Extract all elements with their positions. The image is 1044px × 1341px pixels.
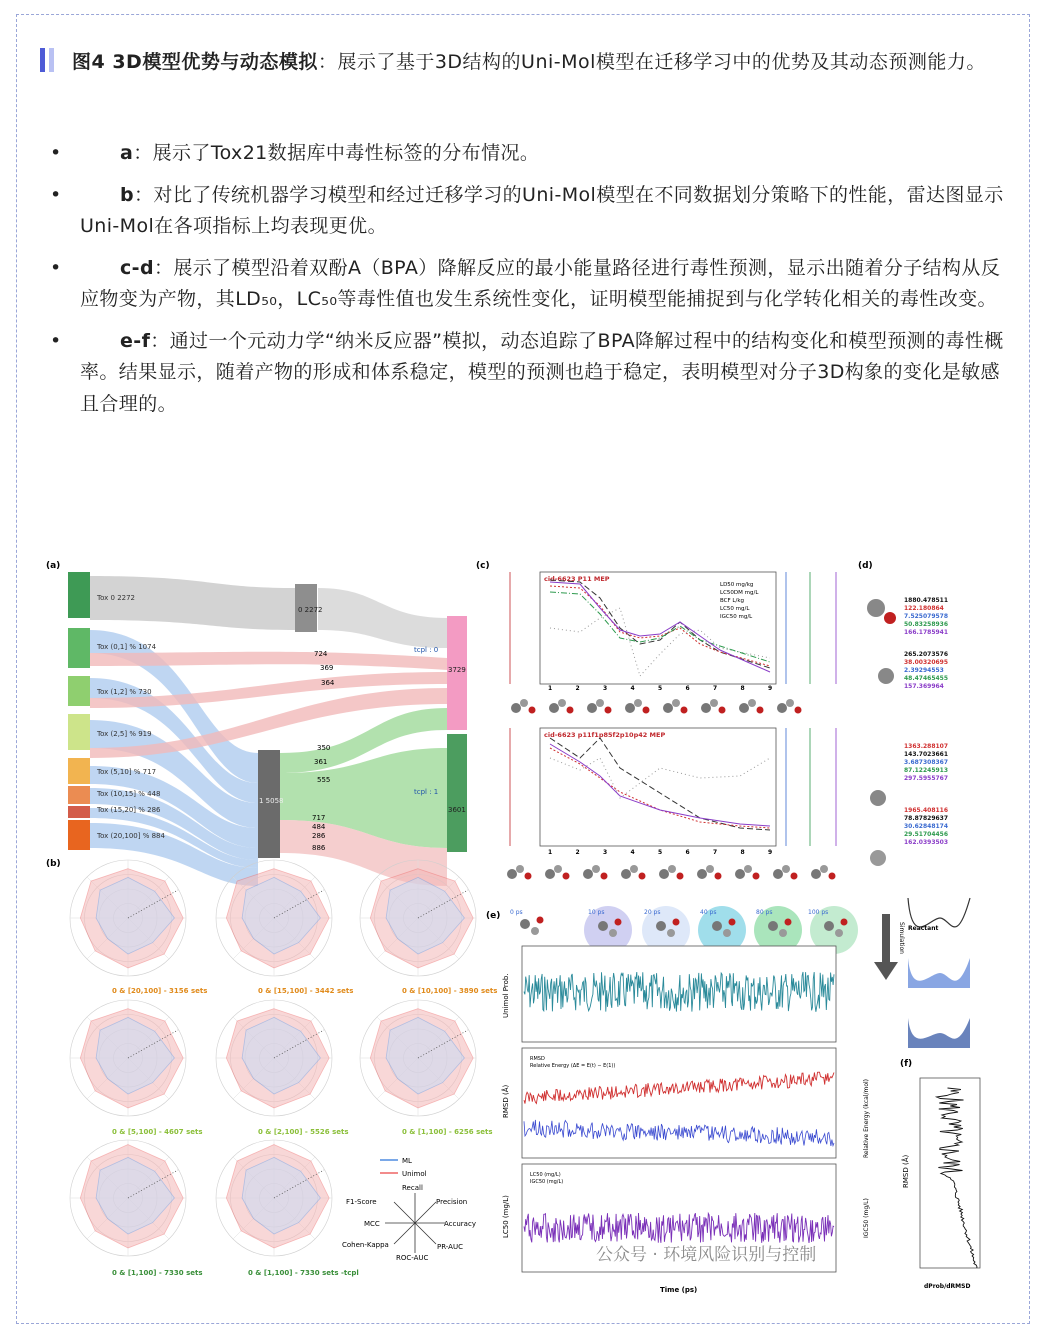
molecule-atom (729, 919, 736, 926)
molecule-atom (567, 707, 574, 714)
tox-value: 1880.478511 (904, 597, 949, 604)
molecule-atom (768, 921, 778, 931)
sankey-flow-number: 724 (314, 650, 328, 658)
heading-title: 图4 3D模型优势与动态模拟 (72, 51, 318, 73)
molecule-atom (878, 668, 894, 684)
bullet-dot: • (50, 142, 62, 164)
bullet-text: ：对比了传统机器学习模型和经过迁移学习的Uni-Mol模型在不同数据划分策略下的性能，雷达图显示Uni-Mol在各项指标上均表现更优。 (80, 183, 1004, 237)
molecule-atom (706, 865, 714, 873)
molecule-atom (739, 703, 749, 713)
molecule-atom (634, 699, 642, 707)
molecule-atom (621, 869, 631, 879)
sankey-mid-label: 1 5058 (259, 797, 284, 805)
time-label: 0 ps (510, 909, 523, 916)
molecule-atom (531, 927, 539, 935)
radar-caption: 0 & [1,100] - 7330 sets -tcpl (248, 1269, 359, 1277)
metric-label: ROC-AUC (396, 1254, 429, 1262)
x-tick-label: 9 (768, 849, 773, 856)
molecule-atom (601, 873, 608, 880)
chart-title: cid-6623 p11f1p85f2p10p42 MEP (544, 731, 666, 739)
panel-f-rmsd (900, 1059, 980, 1290)
x-tick-label: 2 (575, 849, 580, 856)
x-tick-label: 1 (548, 685, 553, 692)
bullet-text: ：通过一个元动力学“纳米反应器”模拟，动态追踪了BPA降解过程中的结构变化和模型预测的毒性概率。结果显示，随着产物的形成和体系稳定，模型的预测也趋于稳定，表明模型对分子3D构象的变化是敏感且合理的。 (80, 329, 1004, 415)
molecule-atom (525, 873, 532, 880)
composite-figure (40, 548, 1000, 1308)
sankey-flow-number: 717 (312, 814, 326, 822)
metric-label: Precision (436, 1198, 468, 1206)
x-tick-label: 8 (740, 685, 745, 692)
molecule-atom (605, 707, 612, 714)
list-item (44, 326, 1010, 421)
energy-well (908, 1018, 970, 1048)
chart-legend: LC50 (mg/L) (530, 1172, 561, 1178)
molecule-atom (681, 707, 688, 714)
molecule-atom (643, 707, 650, 714)
sankey-node (68, 786, 90, 804)
chart-legend: LC50DM mg/L (720, 590, 759, 596)
chart-legend: BCF L/kg (720, 598, 745, 604)
list-item (44, 180, 1010, 243)
tox-value: 48.47465455 (904, 675, 949, 682)
molecule-atom (549, 703, 559, 713)
sankey-flow (90, 576, 295, 630)
metric-label: Recall (402, 1184, 423, 1192)
molecule-atom (587, 703, 597, 713)
y-axis-label: Unimol Prob. (502, 973, 510, 1018)
metric-label: F1-Score (346, 1198, 377, 1206)
sankey-flow-number: 286 (312, 832, 326, 840)
sankey-flow-number: 361 (314, 758, 328, 766)
metric-label: Cohen-Kappa (342, 1241, 389, 1249)
sankey-left-label: Tox 0 2272 (97, 594, 136, 602)
time-label: 40 ps (700, 909, 717, 916)
tox-value: 265.2073576 (904, 651, 949, 658)
panel-a-label: (a) (46, 561, 61, 571)
molecule-atom (630, 865, 638, 873)
bullet-text: ：展示了模型沿着双酚A（BPA）降解反应的最小能量路径进行毒性预测，显示出随着分子结构从反应物变为产物，其LD₅₀，LC₅₀等毒性值也发生系统性变化，证明模型能捕捉到与化学转化相关的毒性改变。 (80, 256, 1001, 310)
molecule-atom (867, 599, 885, 617)
panel-f-label: (f) (900, 1059, 913, 1069)
time-label: 100 ps (808, 909, 829, 916)
tox-value: 166.1785941 (904, 629, 949, 636)
panel-d-label: (d) (858, 561, 873, 571)
molecule-atom (841, 919, 848, 926)
sankey-node (68, 714, 90, 750)
panel-e-label: (e) (486, 911, 501, 921)
y-axis-label: LC50 (mg/L) (502, 1195, 510, 1238)
sankey-left-label: Tox (2,5] % 919 (97, 730, 152, 738)
molecule-atom (677, 873, 684, 880)
molecule-atom (659, 869, 669, 879)
molecule-atom (870, 850, 886, 866)
molecule-atom (735, 869, 745, 879)
panel-c-mep-charts (476, 561, 836, 880)
y-axis-label: RMSD (Å) (902, 1154, 910, 1188)
tox-value: 162.0393503 (904, 839, 949, 846)
sankey-right-value: 3729 (448, 666, 466, 674)
molecule-atom (598, 921, 608, 931)
molecule-atom (520, 919, 530, 929)
watermark-text: 公众号 · 环境风险识别与控制 (596, 1245, 817, 1265)
energy-well (908, 898, 970, 927)
bullet-text: ：展示了Tox21数据库中毒性标签的分布情况。 (133, 142, 540, 164)
molecule-atom (615, 919, 622, 926)
radar-caption: 0 & [1,100] - 6256 sets (402, 1128, 493, 1136)
molecule-atom (748, 699, 756, 707)
molecule-atom (753, 873, 760, 880)
molecule-atom (719, 707, 726, 714)
heading-description: ：展示了基于3D结构的Uni-Mol模型在迁移学习中的优势及其动态预测能力。 (317, 51, 986, 73)
sankey-node (68, 758, 90, 784)
panel-d-values (858, 561, 948, 866)
simulation-arrow (882, 914, 890, 964)
x-axis-label: dProb/dRMSD (924, 1283, 971, 1290)
metric-label: MCC (364, 1220, 380, 1228)
sankey-right-label: tcpl : 1 (414, 788, 439, 796)
radar-caption: 0 & [2,100] - 5526 sets (258, 1128, 349, 1136)
sankey-left-label: Tox (15,20] % 286 (97, 806, 161, 814)
molecule-atom (777, 703, 787, 713)
tox-value: 157.369964 (904, 683, 944, 690)
molecule-atom (663, 703, 673, 713)
sankey-mid-label: 0 2272 (298, 606, 323, 614)
panel-e-dynamics (486, 898, 970, 1294)
panel-b-label: (b) (46, 859, 61, 869)
list-item (44, 253, 1010, 316)
heading-bars-icon (40, 48, 58, 82)
x-tick-label: 3 (603, 685, 608, 692)
molecule-atom (672, 699, 680, 707)
chart-legend: LD50 mg/kg (720, 582, 754, 588)
molecule-atom (583, 869, 593, 879)
molecule-atom (673, 919, 680, 926)
sankey-flow-number: 484 (312, 823, 326, 831)
radar-legend: Unimol (402, 1170, 427, 1178)
molecule-atom (723, 929, 731, 937)
molecule-atom (835, 929, 843, 937)
sankey-right-label: tcpl : 0 (414, 646, 439, 654)
molecule-atom (625, 703, 635, 713)
molecule-atom (609, 929, 617, 937)
tox-value: 50.83258936 (904, 621, 949, 628)
radar-caption: 0 & [15,100] - 3442 sets (258, 987, 354, 995)
sankey-flow-number: 886 (312, 844, 326, 852)
sankey-node (68, 676, 90, 706)
simulation-arrow-head (874, 962, 898, 980)
molecule-atom (520, 699, 528, 707)
energy-well (908, 958, 970, 988)
chart-legend: RMSD (530, 1056, 545, 1062)
molecule-atom (779, 929, 787, 937)
molecule-atom (511, 703, 521, 713)
molecule-atom (884, 612, 896, 624)
reactant-label: Reactant (908, 925, 939, 932)
tox-value: 38.00320695 (904, 659, 949, 666)
radar-caption: 0 & [20,100] - 3156 sets (112, 987, 208, 995)
molecule-atom (782, 865, 790, 873)
molecule-atom (715, 873, 722, 880)
metric-label: PR-AUC (437, 1243, 463, 1251)
radar-caption: 0 & [5,100] - 4607 sets (112, 1128, 203, 1136)
molecule-atom (795, 707, 802, 714)
molecule-atom (710, 699, 718, 707)
figure-heading (40, 46, 1010, 82)
bullet-key: a (120, 142, 134, 164)
tox-value: 1965.408116 (904, 807, 949, 814)
time-label: 10 ps (588, 909, 605, 916)
sankey-flow (318, 588, 447, 648)
molecule-atom (558, 699, 566, 707)
molecule-atom (824, 921, 834, 931)
bullet-dot: • (50, 183, 62, 206)
radar-caption: 0 & [10,100] - 3890 sets (402, 987, 498, 995)
bullet-dot: • (50, 256, 62, 279)
chart-legend: LC50 mg/L (720, 606, 750, 612)
x-tick-label: 4 (630, 849, 635, 856)
tox-value: 3.687308367 (904, 759, 949, 766)
y-axis-label: RMSD (Å) (502, 1084, 510, 1118)
tox-value: 143.7023661 (904, 751, 949, 758)
y-axis-label: IGC50 (mg/L) (863, 1198, 870, 1238)
x-axis-label: Time (ps) (660, 1286, 698, 1294)
molecule-atom (820, 865, 828, 873)
molecule-atom (537, 917, 544, 924)
molecule-atom (554, 865, 562, 873)
chart-legend: IGC50 mg/L (720, 614, 753, 620)
chart-legend: IGC50 (mg/L) (530, 1179, 564, 1185)
x-tick-label: 2 (575, 685, 580, 692)
x-tick-label: 4 (630, 685, 635, 692)
molecule-atom (639, 873, 646, 880)
molecule-atom (744, 865, 752, 873)
sankey-flow-number: 369 (320, 664, 334, 672)
metric-label: Accuracy (444, 1220, 476, 1228)
panel-c-label: (c) (476, 561, 490, 571)
sankey-node (447, 734, 467, 852)
molecule-atom (791, 873, 798, 880)
bullet-list (44, 138, 1010, 430)
x-tick-label: 6 (685, 849, 690, 856)
radar-legend: ML (402, 1157, 412, 1165)
sankey-left-label: Tox (1,2] % 730 (97, 688, 152, 696)
sankey-left-label: Tox (10,15] % 448 (97, 790, 161, 798)
tox-value: 29.51704456 (904, 831, 949, 838)
sankey-left-label: Tox (20,100] % 884 (97, 832, 165, 840)
molecule-atom (545, 869, 555, 879)
radar-caption: 0 & [1,100] - 7330 sets (112, 1269, 203, 1277)
x-tick-label: 8 (740, 849, 745, 856)
y-axis-label: Relative Energy (kcal/mol) (863, 1078, 870, 1158)
sankey-node (68, 628, 90, 668)
x-tick-label: 6 (685, 685, 690, 692)
molecule-atom (701, 703, 711, 713)
molecule-atom (596, 699, 604, 707)
tox-value: 87.12245913 (904, 767, 949, 774)
sankey-flow-number: 364 (321, 679, 335, 687)
molecule-atom (785, 919, 792, 926)
molecule-atom (870, 790, 886, 806)
chart-frame (920, 1078, 980, 1268)
sankey-right-value: 3601 (448, 806, 466, 814)
tox-value: 78.87829637 (904, 815, 949, 822)
molecule-atom (811, 869, 821, 879)
panel-b-radar-grid (46, 859, 497, 1277)
sankey-node (68, 572, 90, 618)
molecule-atom (829, 873, 836, 880)
molecule-atom (786, 699, 794, 707)
list-item (44, 138, 1010, 170)
sankey-flow-number: 350 (317, 744, 331, 752)
tox-value: 2.39294553 (904, 667, 944, 674)
tox-value: 30.62848174 (904, 823, 949, 830)
bullet-key: c-d (120, 256, 154, 279)
panel-a-sankey (46, 561, 467, 886)
tox-value: 122.180864 (904, 605, 944, 612)
sankey-node (68, 820, 90, 850)
molecule-atom (697, 869, 707, 879)
chart-legend: Relative Energy (ΔE = E(t) − E(1)) (530, 1063, 616, 1069)
sankey-node (68, 806, 90, 818)
time-label: 80 ps (756, 909, 773, 916)
molecule-atom (563, 873, 570, 880)
bullet-key: e-f (120, 329, 151, 352)
tox-value: 1363.288107 (904, 743, 949, 750)
molecule-atom (656, 921, 666, 931)
molecule-atom (592, 865, 600, 873)
x-tick-label: 5 (658, 685, 663, 692)
tox-value: 7.525079578 (904, 613, 949, 620)
molecule-atom (507, 869, 517, 879)
molecule-atom (668, 865, 676, 873)
x-tick-label: 9 (768, 685, 773, 692)
time-label: 20 ps (644, 909, 661, 916)
chart-frame (540, 572, 776, 684)
x-tick-label: 7 (713, 685, 718, 692)
chart-title: cid-6623 P11 MEP (544, 575, 610, 583)
molecule-atom (773, 869, 783, 879)
sankey-left-label: Tox (0,1] % 1074 (97, 643, 157, 651)
x-tick-label: 5 (658, 849, 663, 856)
simulation-label: Simulation (898, 922, 905, 954)
molecule-atom (667, 929, 675, 937)
bullet-key: b (120, 183, 135, 206)
x-tick-label: 7 (713, 849, 718, 856)
sankey-flow-number: 555 (317, 776, 331, 784)
molecule-atom (757, 707, 764, 714)
x-tick-label: 3 (603, 849, 608, 856)
bullet-dot: • (50, 329, 62, 352)
molecule-atom (712, 921, 722, 931)
sankey-left-label: Tox (5,10] % 717 (97, 768, 157, 776)
x-tick-label: 1 (548, 849, 553, 856)
tox-value: 297.5955767 (904, 775, 949, 782)
molecule-atom (516, 865, 524, 873)
molecule-atom (529, 707, 536, 714)
